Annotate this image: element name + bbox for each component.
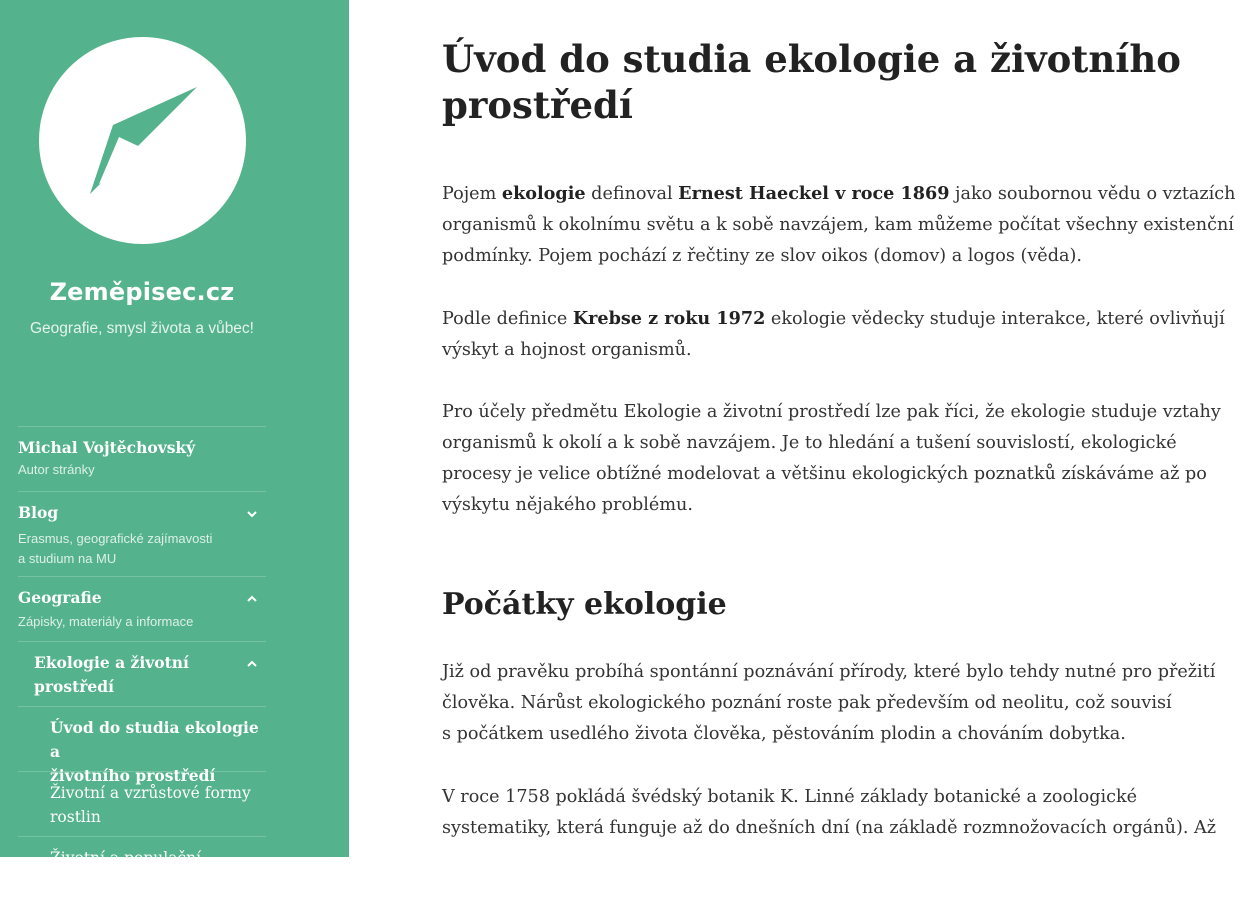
paragraph-line bbox=[442, 303, 1242, 335]
nav-item-label-line[interactable]: Životní a populační bbox=[50, 849, 202, 867]
nav-item-ekologie[interactable] bbox=[18, 641, 266, 706]
compass-icon bbox=[39, 37, 246, 244]
site-logo[interactable] bbox=[39, 37, 246, 244]
paragraph-4 bbox=[442, 657, 1242, 750]
paragraph-3 bbox=[442, 397, 1242, 521]
article bbox=[442, 0, 1236, 857]
text: Podle definice bbox=[442, 309, 573, 329]
nav-item-blog[interactable] bbox=[18, 491, 266, 576]
nav-item-label-line[interactable]: Životní a vzrůstové formy bbox=[50, 784, 251, 802]
paragraph-2 bbox=[442, 303, 1242, 366]
paragraph-line: podmínky. Pojem pochází z řečtiny ze slov oikos (domov) a logos (věda). bbox=[442, 246, 1082, 266]
nav-item-desc-line: a studium na MU bbox=[18, 551, 117, 566]
paragraph-line: organismů k okolnímu světu a k sobě navzájem, kam můžeme počítat všechny existenční bbox=[442, 215, 1234, 235]
nav-item-label[interactable]: Geografie bbox=[18, 588, 102, 607]
nav-item-author[interactable] bbox=[18, 426, 266, 491]
nav-item-desc-line: Erasmus, geografické zajímavosti bbox=[18, 531, 213, 546]
site-title[interactable]: Zeměpisec.cz bbox=[49, 278, 235, 306]
site-tagline: Geografie, smysl života a vůbec! bbox=[30, 320, 254, 337]
nav-item-desc: Zápisky, materiály a informace bbox=[18, 614, 194, 629]
nav-item-desc bbox=[18, 529, 266, 569]
nav-item-label-line[interactable]: rostlin bbox=[50, 808, 101, 826]
article-title bbox=[442, 36, 1222, 128]
paragraph-line: Již od pravěku probíhá spontánní poznávání přírody, které bylo tehdy nutné pro přežití bbox=[442, 662, 1216, 682]
bold-term: Krebse z roku 1972 bbox=[572, 308, 766, 329]
nav-item-populacni[interactable] bbox=[18, 836, 266, 901]
paragraph-line: výskyt a hojnost organismů. bbox=[442, 340, 692, 360]
text: Pojem bbox=[442, 184, 502, 204]
nav-item-label-line[interactable]: Úvod do studia ekologie a bbox=[50, 718, 259, 761]
nav-item-uvod[interactable] bbox=[18, 706, 266, 785]
section-title: Počátky ekologie bbox=[442, 587, 727, 622]
text: jako soubornou vědu o vztazích bbox=[949, 184, 1236, 204]
paragraph-line: výskytu nějakého problému. bbox=[442, 495, 693, 515]
paragraph-line: V roce 1758 pokládá švédský botanik K. Linné základy botanické a zoologické bbox=[442, 787, 1138, 807]
bold-term: Ernest Haeckel v roce 1869 bbox=[678, 183, 950, 204]
chevron-up-icon[interactable] bbox=[246, 593, 258, 605]
paragraph-line: procesy je velice obtížné modelovat a většinu ekologických poznatků získáváme až po bbox=[442, 464, 1207, 484]
paragraph-line: organismů k okolí a k sobě navzájem. Je to hledání a tušení souvislostí, ekologické bbox=[442, 433, 1177, 453]
nav-item-label-line[interactable]: Ekologie a životní bbox=[34, 653, 189, 672]
sidebar-nav bbox=[18, 426, 266, 901]
chevron-up-icon[interactable] bbox=[246, 658, 258, 670]
paragraph-line: člověka. Nárůst ekologického poznání roste pak především od neolitu, což souvisí bbox=[442, 693, 1172, 713]
chevron-down-icon[interactable] bbox=[246, 508, 258, 520]
paragraph-line: systematiky, která funguje až do dnešních dní (na základě rozmnožovacích orgánů). Až bbox=[442, 818, 1216, 838]
paragraph-1 bbox=[442, 178, 1242, 272]
nav-item-label-line[interactable]: prostředí bbox=[34, 677, 114, 696]
nav-item-label-line[interactable]: životního prostředí bbox=[50, 766, 216, 785]
nav-item-label[interactable]: Michal Vojtěchovský bbox=[18, 438, 196, 457]
paragraph-line bbox=[442, 178, 1242, 210]
nav-item-geografie[interactable] bbox=[18, 576, 266, 641]
nav-item-desc: Autor stránky bbox=[18, 462, 95, 477]
nav-item-formy-rostlin[interactable] bbox=[18, 771, 266, 836]
article-title-line: Úvod do studia ekologie a životního bbox=[442, 37, 1181, 81]
text: ekologie vědecky studuje interakce, které ovlivňují bbox=[765, 309, 1225, 329]
text: definoval bbox=[585, 184, 679, 204]
article-title-line: prostředí bbox=[442, 83, 633, 127]
nav-item-label[interactable]: Blog bbox=[18, 503, 59, 522]
sidebar bbox=[0, 0, 349, 867]
paragraph-line: s počátkem usedlého života člověka, pěstováním plodin a chováním dobytka. bbox=[442, 724, 1126, 744]
paragraph-line: Pro účely předmětu Ekologie a životní prostředí lze pak říci, že ekologie studuje vztahy bbox=[442, 402, 1221, 422]
paragraph-5 bbox=[442, 782, 1242, 844]
bold-term: ekologie bbox=[501, 183, 586, 204]
